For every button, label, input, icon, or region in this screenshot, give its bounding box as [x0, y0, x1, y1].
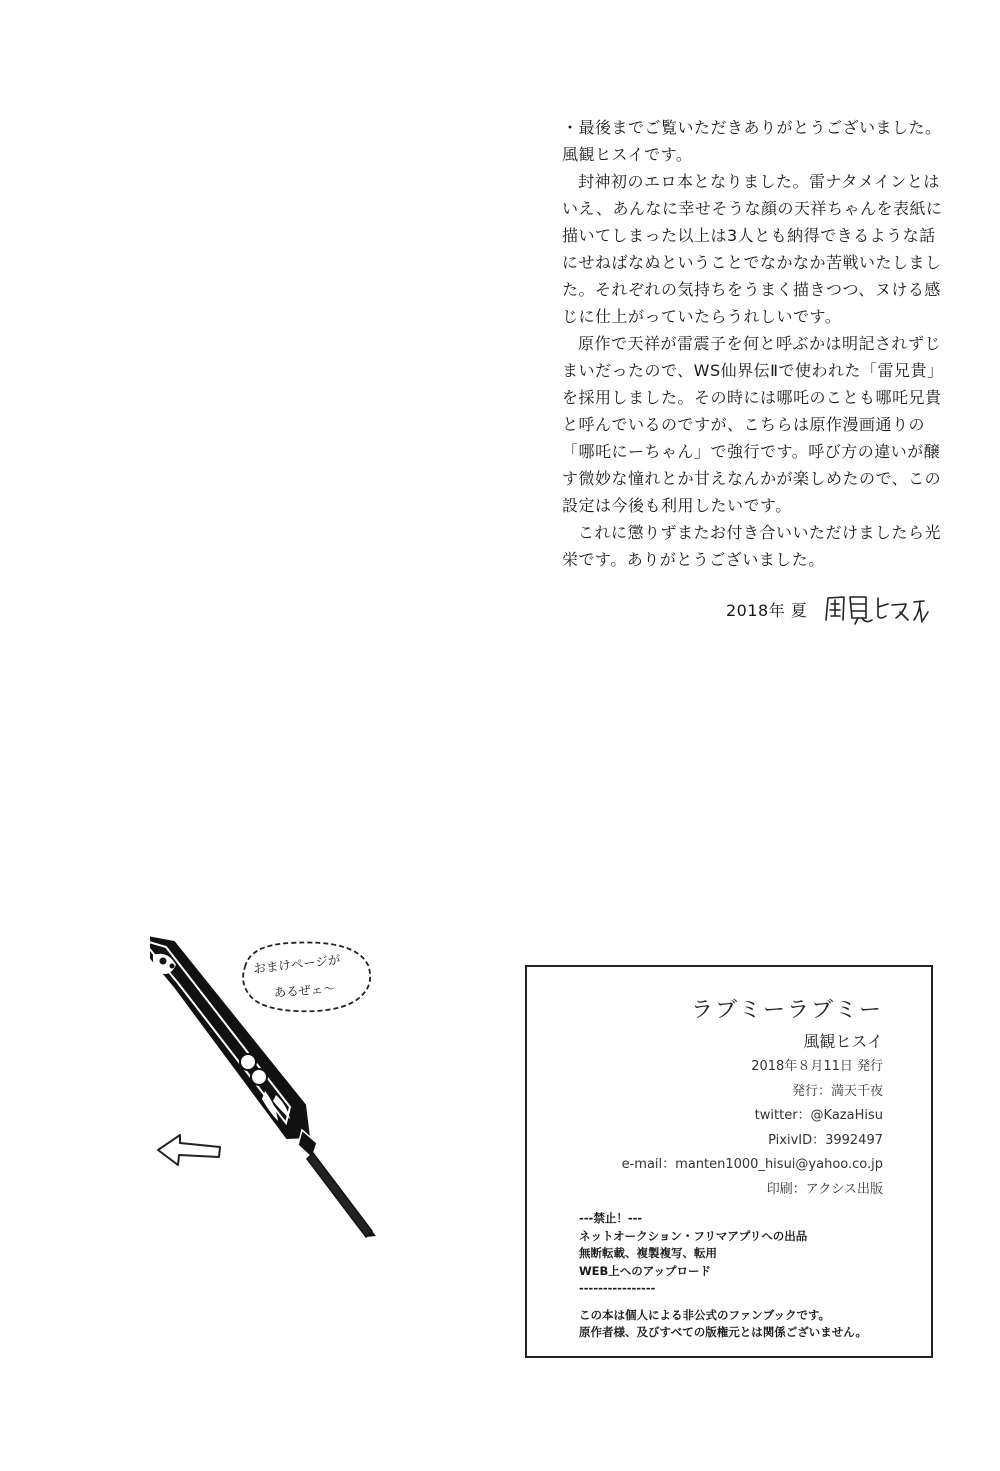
publisher: 発行：満天千夜: [791, 1083, 883, 1099]
afterword-greeting: ・最後までご覧いただきありがとうございました。: [562, 118, 942, 137]
printer: 印刷：アクシス出版: [766, 1181, 883, 1197]
afterword-paragraph-2: 原作で天祥が雷震子を何と呼ぶかは明記されずじまいだったので、WS仙界伝Ⅱで使われた「雷兄貴」を採用しました。その時には哪吒のことも哪吒兄貴と呼んでいるのですが、こちらは原作漫画通りの「哪吒にーちゃん」で強行です。呼び方の違いが醸す微妙な憧れとか甘えなんかが楽しめたので、この設定は今後も利用したいです。: [562, 334, 944, 515]
colophon-info: [622, 995, 883, 1202]
afterword-date: 2018年 夏: [726, 601, 808, 620]
afterword-paragraph-1: 封神初のエロ本となりました。雷ナタメインとはいえ、あんなに幸せそうな顔の天祥ちゃんを表紙に描いてしまった以上は3人とも納得できるような話にせねばなぬということでなかなか苦戦いたしました。それぞれの気持ちをうまく描きつつ、ヌける感じに仕上がっていたらうれしいです。: [562, 172, 943, 326]
notice-item: 無断転載、複製複写、転用: [579, 1246, 717, 1260]
twitter-handle: twitter：@KazaHisu: [754, 1108, 883, 1123]
pixiv-id: PixivID：3992497: [768, 1132, 883, 1148]
sword-illustration: [150, 925, 410, 1255]
book-author: 風観ヒスイ: [803, 1032, 883, 1051]
afterword-intro: 風観ヒスイです。: [562, 145, 693, 164]
afterword-paragraph-3: これに懲りずまたお付き合いいただけましたら光栄です。ありがとうございました。: [562, 523, 942, 569]
speech-bubble-line-1: おまけページが: [252, 951, 342, 976]
notice-header: ---禁止！---: [579, 1211, 643, 1225]
publish-date: 2018年８月11日 発行: [751, 1059, 883, 1074]
signature-row: [700, 590, 950, 630]
email-address: e-mail：manten1000_hisui@yahoo.co.jp: [621, 1157, 883, 1172]
afterword: [562, 114, 944, 573]
notice-divider: ----------------: [579, 1281, 656, 1295]
prohibition-notice: [579, 1210, 867, 1342]
speech-bubble-line-2: あるぜェ〜: [273, 980, 337, 1000]
notice-item: ネットオークション・フリマアプリへの出品: [579, 1228, 808, 1243]
speech-bubble: [243, 942, 370, 1011]
colophon: [525, 965, 933, 1358]
arrow-left-icon: [158, 1135, 220, 1165]
book-title: ラブミーラブミー: [690, 998, 883, 1023]
notice-item: WEB上へのアップロード: [579, 1263, 711, 1278]
handwritten-signature: [822, 590, 942, 630]
disclaimer-line: この本は個人による非公式のファンブックです。: [579, 1307, 831, 1322]
disclaimer-line: 原作者様、及びすべての版権元とは関係ございません。: [579, 1325, 867, 1339]
